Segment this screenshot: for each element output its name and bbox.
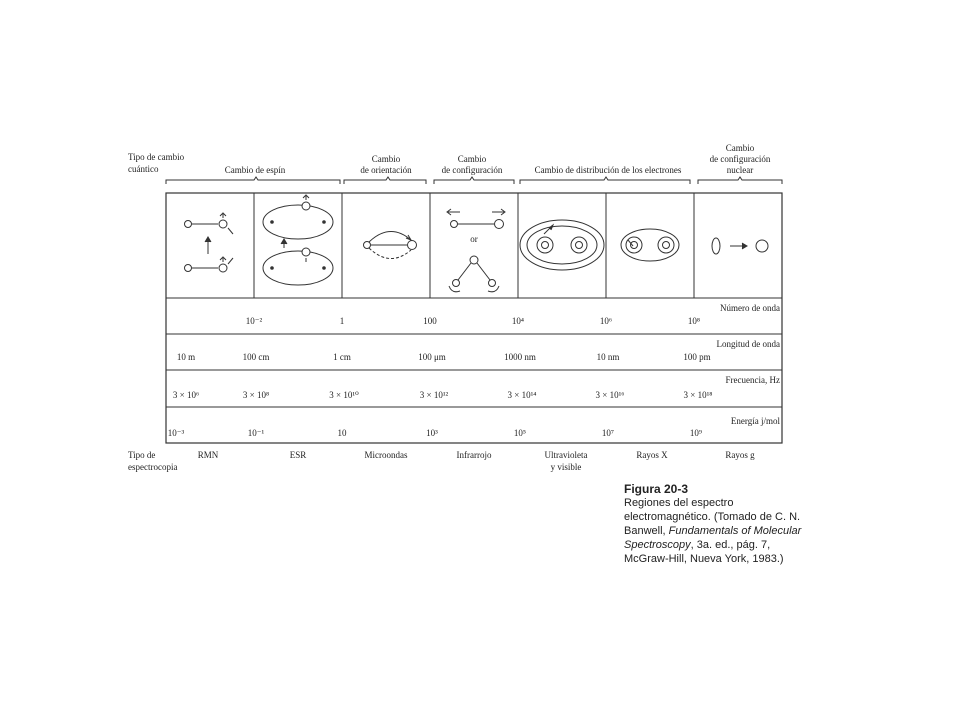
header-braces: [166, 177, 782, 184]
quantum-change-label: Cambio: [371, 154, 401, 164]
quantum-change-label: de configuración: [709, 154, 771, 164]
caption-text: , 3a. ed., pág. 7,: [690, 539, 771, 551]
spectroscopy-type-label: RMN: [197, 450, 219, 460]
caption-line: [624, 524, 884, 538]
electron-spin-illustration: [263, 195, 333, 285]
electron-distribution-xray-illustration: [621, 229, 679, 261]
spectroscopy-type-label: Rayos g: [725, 450, 755, 460]
scale-value: 3 × 10⁶: [172, 390, 200, 400]
figure-caption: [624, 482, 884, 566]
scale-value: 100 cm: [242, 352, 270, 362]
caption-line: electromagnético. (Tomado de C. N.: [624, 511, 801, 523]
scale-value: 3 × 10⁸: [242, 390, 270, 400]
scale-value: 100: [423, 316, 437, 326]
caption-line: Regiones del espectro: [624, 497, 734, 509]
spectroscopy-type-label: Infrarrojo: [456, 450, 492, 460]
scale-value: 10⁵: [513, 428, 527, 438]
electron-distribution-uv-illustration: [520, 220, 604, 270]
spectroscopy-type-label: Rayos X: [636, 450, 668, 460]
scale-value: 10 nm: [596, 352, 620, 362]
spectroscopy-type-label: y visible: [550, 462, 582, 472]
caption-italic-text: Spectroscopy: [624, 539, 691, 551]
scale-value: 3 × 10¹⁶: [595, 390, 625, 400]
scale-value: 10⁻²: [245, 316, 263, 326]
spectroscopy-type-label: Ultravioleta: [544, 450, 588, 460]
scale-value: 10⁴: [511, 316, 525, 326]
scale-value: 10³: [426, 428, 438, 438]
scale-value: 10⁻¹: [247, 428, 265, 438]
caption-text: Banwell,: [624, 525, 669, 537]
quantum-change-label: Cambio de espín: [224, 165, 286, 175]
scale-value: 100 pm: [683, 352, 711, 362]
scale-value: 10⁶: [599, 316, 613, 326]
spectroscopy-type-label: Microondas: [364, 450, 408, 460]
scale-value: 10⁹: [689, 428, 703, 438]
quantum-change-label: de orientación: [360, 165, 412, 175]
quantum-change-label: Cambio: [457, 154, 487, 164]
header-row-label: Tipo de cambio: [128, 152, 185, 162]
footer-row-label: Tipo de: [128, 450, 156, 460]
scale-value: 100 μm: [418, 352, 446, 362]
scale-title: Número de onda: [720, 303, 780, 313]
scale-value: 10: [337, 428, 347, 438]
scale-value: 10 m: [176, 352, 196, 362]
scale-value: 3 × 10¹⁴: [507, 390, 537, 400]
scale-value: 10⁷: [601, 428, 615, 438]
scale-value: 3 × 10¹⁸: [683, 390, 713, 400]
scale-value: 1000 nm: [504, 352, 536, 362]
scale-value: 3 × 10¹²: [419, 390, 449, 400]
header-row-label: cuántico: [128, 164, 159, 174]
molecular-vibration-illustration: [447, 209, 505, 292]
caption-italic-text: Fundamentals of Molecular: [668, 525, 802, 537]
or-label: or: [470, 234, 478, 244]
quantum-change-label: de configuración: [441, 165, 503, 175]
caption-line: [624, 538, 884, 552]
caption-title: Figura 20-3: [624, 482, 689, 496]
molecular-rotation-illustration: [364, 231, 417, 258]
scale-title: Energía j/mol: [730, 416, 780, 426]
scale-title: Frecuencia, Hz: [725, 375, 780, 385]
spectroscopy-type-label: ESR: [289, 450, 307, 460]
quantum-change-label: nuclear: [726, 165, 754, 175]
nuclear-configuration-illustration: [712, 238, 768, 254]
scale-value: 10⁻³: [167, 428, 185, 438]
scale-value: 1: [339, 316, 345, 326]
scale-value: 1 cm: [333, 352, 351, 362]
quantum-change-label: Cambio: [725, 143, 755, 153]
scale-value: 10⁸: [687, 316, 701, 326]
scale-value: 3 × 10¹⁰: [329, 390, 359, 400]
footer-row-label: espectrocopia: [128, 462, 178, 472]
scale-title: Longitud de onda: [716, 339, 780, 349]
caption-line: McGraw-Hill, Nueva York, 1983.): [624, 553, 784, 565]
quantum-change-label: Cambio de distribución de los electrones: [534, 165, 682, 175]
nuclear-spin-illustration: [185, 213, 234, 272]
